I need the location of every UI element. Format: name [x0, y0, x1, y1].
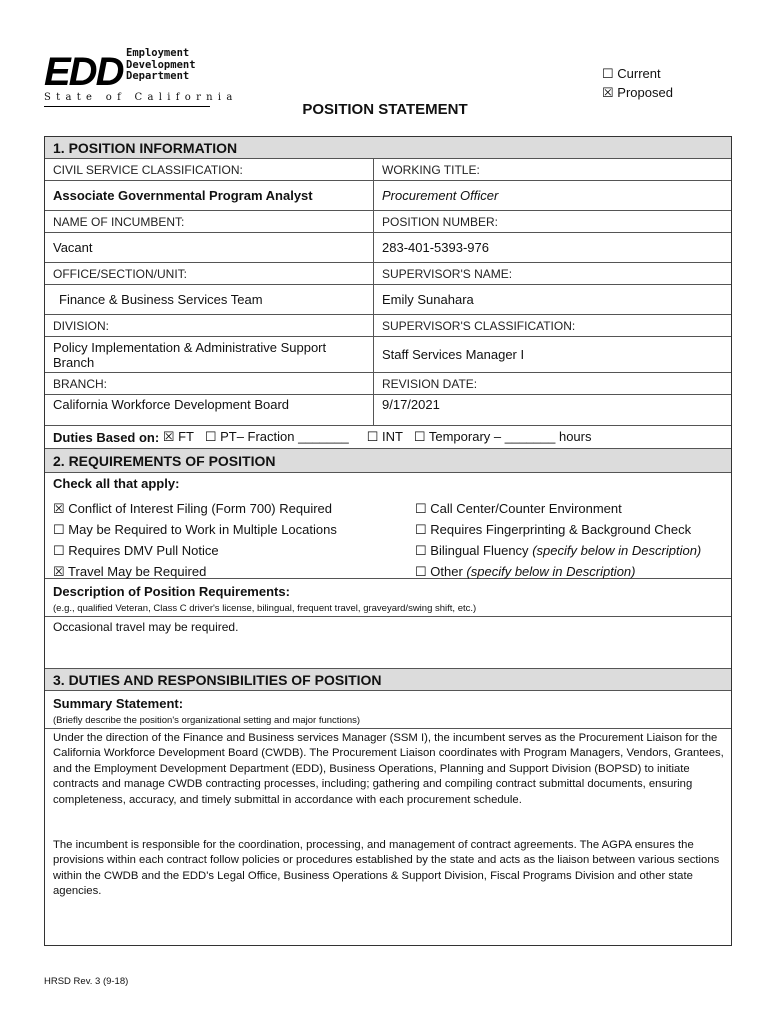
checkbox-icon[interactable]: ☐: [415, 522, 427, 537]
req-text: Conflict of Interest Filing (Form 700) Required: [68, 501, 332, 516]
description-heading: Description of Position Requirements:: [53, 584, 290, 599]
logo-state: State of California: [44, 92, 238, 103]
req-text: Other: [430, 564, 463, 579]
req-text: Call Center/Counter Environment: [430, 501, 622, 516]
row-labels-3: [45, 263, 731, 285]
row-labels-2: [45, 211, 731, 233]
summary-text-area[interactable]: [45, 729, 731, 945]
logo-line-development: Development: [126, 58, 196, 71]
logo-line-employment: Employment: [126, 47, 190, 59]
position-number-label: POSITION NUMBER:: [373, 211, 498, 232]
status-label: Current: [617, 66, 661, 81]
revision-label: REVISION DATE:: [373, 373, 477, 394]
row-values-2: [45, 233, 731, 263]
supervisor-name-label: SUPERVISOR'S NAME:: [373, 263, 512, 284]
revision-value[interactable]: 9/17/2021: [373, 395, 440, 425]
summary-hint: (Briefly describe the position's organizational setting and major functions): [53, 715, 361, 726]
summary-heading: Summary Statement:: [53, 696, 184, 711]
req-text: May be Required to Work in Multiple Locations: [68, 522, 337, 537]
civil-service-label: CIVIL SERVICE CLASSIFICATION:: [53, 162, 243, 177]
duties-row: [45, 425, 731, 449]
supervisor-name-value[interactable]: Emily Sunahara: [373, 285, 474, 314]
req-conflict-of-interest[interactable]: [53, 498, 337, 519]
duties-ft-checkbox[interactable]: ☒ FT: [162, 429, 194, 444]
requirements-left-column: [53, 498, 337, 582]
checkbox-icon[interactable]: ☐: [415, 501, 427, 516]
checkbox-icon[interactable]: ☒: [53, 501, 65, 516]
page-title: POSITION STATEMENT: [302, 101, 468, 118]
position-number-value[interactable]: 283-401-5393-976: [373, 233, 489, 262]
description-value-area[interactable]: [45, 617, 731, 669]
row-values-5: [45, 395, 731, 425]
req-text: Requires Fingerprinting & Background Check: [430, 522, 692, 537]
check-all-label: Check all that apply:: [53, 476, 180, 491]
section-2-heading: 2. REQUIREMENTS OF POSITION: [45, 449, 731, 473]
incumbent-label: NAME OF INCUMBENT:: [53, 214, 185, 229]
branch-label: BRANCH:: [53, 376, 108, 391]
form-revision-footer: HRSD Rev. 3 (9-18): [44, 976, 129, 987]
status-label: Proposed: [617, 85, 673, 100]
position-form: [44, 136, 732, 946]
req-note: (specify below in Description): [532, 543, 702, 558]
edd-logo: [44, 46, 238, 108]
duties-based-on: [45, 426, 591, 448]
checkbox-icon[interactable]: ☐: [53, 522, 65, 537]
row-values-3: [45, 285, 731, 315]
req-dmv-pull[interactable]: [53, 540, 337, 561]
description-hint: (e.g., qualified Veteran, Class C driver's license, bilingual, frequent travel, graveyard/swing shift, etc.): [53, 603, 477, 614]
branch-value[interactable]: California Workforce Development Board: [53, 397, 290, 412]
supervisor-class-value[interactable]: Staff Services Manager I: [373, 337, 524, 372]
req-note: (specify below in Description): [466, 564, 636, 579]
checkbox-icon[interactable]: ☒: [602, 85, 614, 100]
row-values-1: [45, 181, 731, 211]
duties-int-checkbox[interactable]: ☐ INT: [366, 429, 403, 444]
checkbox-icon[interactable]: ☐: [415, 564, 427, 579]
description-value[interactable]: Occasional travel may be required.: [53, 620, 239, 634]
req-text: Bilingual Fluency: [430, 543, 529, 558]
working-title-label: WORKING TITLE:: [373, 159, 480, 180]
row-labels-1: [45, 159, 731, 181]
duties-label: Duties Based on:: [53, 429, 160, 445]
req-text: Requires DMV Pull Notice: [68, 543, 219, 558]
checkbox-icon[interactable]: ☐: [415, 543, 427, 558]
status-options: [602, 64, 673, 102]
summary-paragraph-1: Under the direction of the Finance and Business services Manager (SSM I), the incumbent serves as the Procurement Liaison for the California Workforce Development Board (CWDB). The Procurement Liaison coordinates with Program Managers, Vendors, Grantees, and the Employment Development Department (EDD), Business Operations, Planning and Support Division (BOPSD) to initiate contracts and manage CWDB contracting processes, including; gathering and compiling contract submittal documents, ensuring completeness, accuracy, and timely submittal in accordance with each procurement schedule.: [53, 732, 724, 806]
office-value[interactable]: Finance & Business Services Team: [59, 292, 263, 307]
duties-temp-checkbox[interactable]: ☐ Temporary – _______ hours: [413, 429, 592, 444]
working-title-value[interactable]: Procurement Officer: [373, 181, 498, 210]
req-text: Travel May be Required: [68, 564, 207, 579]
division-value[interactable]: Policy Implementation & Administrative Support Branch: [53, 339, 327, 370]
section-1-heading: 1. POSITION INFORMATION: [45, 137, 731, 159]
req-fingerprinting[interactable]: [415, 519, 701, 540]
checkbox-icon[interactable]: ☐: [53, 543, 65, 558]
office-label: OFFICE/SECTION/UNIT:: [53, 266, 188, 281]
description-header: [45, 579, 731, 617]
summary-paragraph-2: The incumbent is responsible for the coordination, processing, and management of contract agreements. The AGPA ensures the provisions within each contract follow policies or procedures established by the state and acts as the liaison between various sections within the CWDB and the EDD's Legal Office, Business Operations & Support Division, Fiscal Programs Division and other state agencies.: [53, 839, 720, 898]
summary-header: [45, 691, 731, 729]
row-labels-4: [45, 315, 731, 337]
civil-service-value[interactable]: Associate Governmental Program Analyst: [53, 188, 313, 203]
checkbox-icon[interactable]: ☐: [602, 66, 614, 81]
edd-logo-mark: EDD: [44, 50, 123, 94]
division-label: DIVISION:: [53, 318, 110, 333]
edd-logo-words: [126, 48, 196, 83]
incumbent-value[interactable]: Vacant: [53, 240, 93, 255]
duties-pt-checkbox[interactable]: ☐ PT– Fraction _______: [204, 429, 349, 444]
checkbox-icon[interactable]: ☒: [53, 564, 65, 579]
requirements-right-column: [415, 498, 701, 582]
logo-line-department: Department: [126, 70, 190, 82]
section-3-heading: 3. DUTIES AND RESPONSIBILITIES OF POSITION: [45, 669, 731, 691]
status-current[interactable]: [602, 64, 673, 83]
row-values-4: [45, 337, 731, 373]
req-multiple-locations[interactable]: [53, 519, 337, 540]
requirements-checklist: [45, 473, 731, 579]
row-labels-5: [45, 373, 731, 395]
status-proposed[interactable]: [602, 83, 673, 102]
req-call-center[interactable]: [415, 498, 701, 519]
req-bilingual[interactable]: [415, 540, 701, 561]
supervisor-class-label: SUPERVISOR'S CLASSIFICATION:: [373, 315, 575, 336]
